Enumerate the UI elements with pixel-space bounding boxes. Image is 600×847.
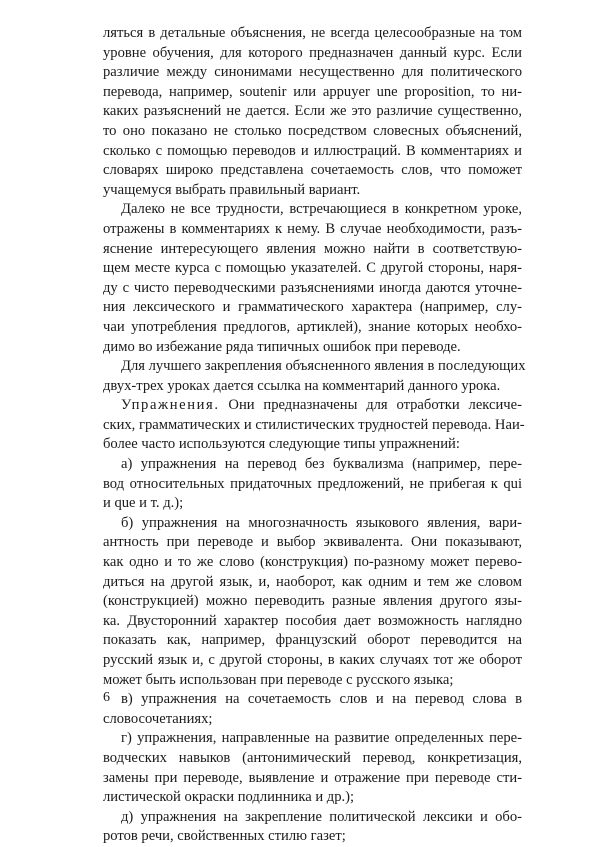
text-line: диться на другой язык, и, наоборот, как одним и тем же словом: [103, 573, 522, 590]
text-line: учащемуся выбрать правильный вариант.: [103, 181, 361, 198]
paragraph: [103, 357, 526, 396]
text-line: ду с чисто переводческими разъяснениями иногда даются уточне-: [103, 279, 522, 296]
text-line: уровне обучения, для которого предназначен данный курс. Если: [103, 44, 522, 61]
paragraph: [103, 808, 522, 847]
paragraph: [103, 729, 522, 807]
text-line: водческих навыков (антонимический перевод, конкретизация,: [103, 749, 522, 766]
text-line: русский язык и, с другой стороны, в каких случаях тот же оборот: [103, 652, 522, 668]
paragraph: [103, 24, 522, 200]
text-line: ляться в детальные объяснения, не всегда целесообразные на том: [103, 25, 522, 41]
text-line: двух-трех уроках дается ссылка на комментарий данного урока.: [103, 377, 501, 394]
text-line: б) упражнения на многозначность языкового явления, вари-: [121, 514, 522, 531]
text-line: может быть использован при переводе с русского языка;: [103, 671, 454, 688]
text-line: щем месте курса с помощью указателей. С другой стороны, наря-: [103, 260, 522, 277]
text-line: показать как, например, французский оборот переводится на: [103, 632, 522, 649]
text-line: замены при переводе, выявление и отражение при переводе сти-: [103, 769, 522, 786]
page-number: 6: [103, 690, 110, 705]
text-line: чаи употребления предлогов, артиклей), знание которых необхо-: [103, 318, 522, 335]
text-line: словосочетаниях;: [103, 710, 213, 727]
text-line: ских, грамматических и стилистических трудностей перевода. Наи-: [103, 416, 525, 433]
text-line: (конструкцией) можно переводить разные явления другого язы-: [103, 593, 522, 610]
text-line: листической окраски подлинника и др.);: [103, 789, 355, 806]
text-line: словарях широко представлена сочетаемость слов, что поможет: [103, 162, 522, 179]
text-line: д) упражнения на закрепление политической лексики и обо-: [121, 808, 522, 825]
paragraph: [103, 690, 522, 729]
paragraph: [103, 200, 522, 357]
text-line: димо во избежание ряда типичных ошибок при переводе.: [103, 338, 461, 355]
text-line: а) упражнения на перевод без буквализма (например, пере-: [121, 456, 522, 473]
text-line: в) упражнения на сочетаемость слов и на перевод слова в: [121, 691, 522, 708]
text-line: каких разъяснений не дается. Если же это различие существенно,: [103, 103, 522, 120]
paragraph: [103, 396, 525, 455]
text-line: и que и т. д.);: [103, 495, 184, 512]
text-line: то оно показано не столько посредством словесных объяснений,: [103, 122, 522, 139]
text-line: ния лексического и грамматического характера (например, слу-: [103, 299, 522, 316]
text-line: различие между синонимами несущественно для политического: [103, 64, 522, 81]
text-line: отражены в комментариях к нему. В случае необходимости, разъ-: [103, 220, 522, 237]
text-line: ка. Двусторонний характер пособия дает возможность наглядно: [103, 612, 522, 629]
text-line: Упражнения. Они предназначены для отработки лексиче-: [121, 397, 522, 414]
text-line: Далеко не все трудности, встречающиеся в конкретном уроке,: [121, 201, 522, 218]
text-line: более часто используются следующие типы упражнений:: [103, 436, 460, 453]
emphasized-term: Упражнения.: [121, 397, 220, 414]
text-line: антность при переводе и выбор эквивалента. Они показывают,: [103, 534, 522, 551]
paragraph: [103, 514, 522, 690]
text-line: ротов речи, свойственных стилю газет;: [103, 828, 346, 845]
text-line: перевода, например, soutenir или appuyer une proposition, то ни-: [103, 83, 522, 100]
text-line: как одно и то же слово (конструкция) по-разному может перево-: [103, 554, 522, 571]
page-body: [103, 24, 526, 847]
text-line: сколько с помощью переводов и иллюстраций. В комментариях и: [103, 142, 522, 159]
text-line: г) упражнения, направленные на развитие определенных пере-: [121, 730, 522, 747]
text-line: яснение интересующего явления можно найти в соответствую-: [103, 240, 522, 257]
text-line: вод относительных придаточных предложений, не прибегая к qui: [103, 475, 522, 492]
text-line: Для лучшего закрепления объясненного явления в последующих: [121, 358, 526, 375]
paragraph: [103, 455, 522, 514]
